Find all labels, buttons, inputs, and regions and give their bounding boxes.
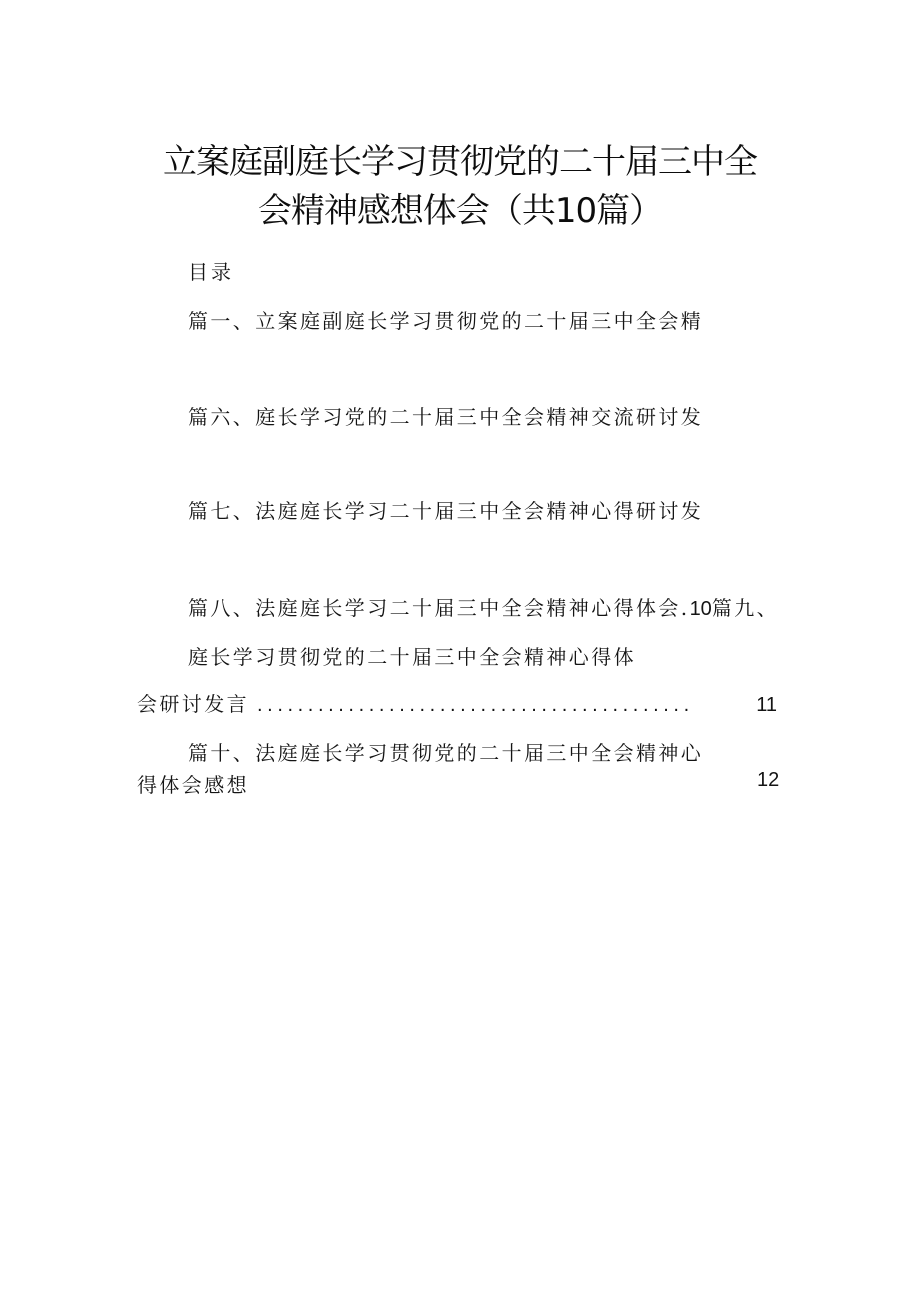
- toc-entry-9-text: 会研讨发言: [137, 692, 249, 716]
- toc-entry-10-line-2[interactable]: 得体会感想: [137, 773, 249, 797]
- toc-entry-9-line-1[interactable]: 庭长学习贯彻党的二十届三中全会精神心得体: [188, 645, 636, 669]
- toc-heading: 目录: [188, 260, 234, 284]
- toc-entry-9-page: 11: [756, 694, 777, 716]
- toc-entry-10-page: 12: [757, 769, 780, 791]
- document-title-line-2: 会精神感想体会（共10篇）: [257, 191, 663, 231]
- toc-entry-9-line-2[interactable]: [137, 688, 777, 717]
- document-title-line-1: 立案庭副庭长学习贯彻党的二十届三中全: [163, 142, 757, 182]
- toc-entry-6[interactable]: 篇六、庭长学习党的二十届三中全会精神交流研讨发: [188, 405, 704, 429]
- toc-entry-8-text: 篇八、法庭庭长学习二十届三中全会精神心得体会.: [188, 596, 690, 620]
- toc-entry-7[interactable]: 篇七、法庭庭长学习二十届三中全会精神心得研讨发: [188, 499, 704, 523]
- toc-entry-9-leader: ...........................................: [257, 694, 694, 716]
- toc-entry-1[interactable]: 篇一、立案庭副庭长学习贯彻党的二十届三中全会精: [188, 309, 704, 333]
- toc-entry-9-prefix: 篇九、: [711, 596, 780, 620]
- toc-entry-8[interactable]: [188, 592, 779, 621]
- toc-entry-8-page: 10: [689, 598, 712, 620]
- toc-entry-10-line-1[interactable]: 篇十、法庭庭长学习贯彻党的二十届三中全会精神心: [188, 741, 704, 765]
